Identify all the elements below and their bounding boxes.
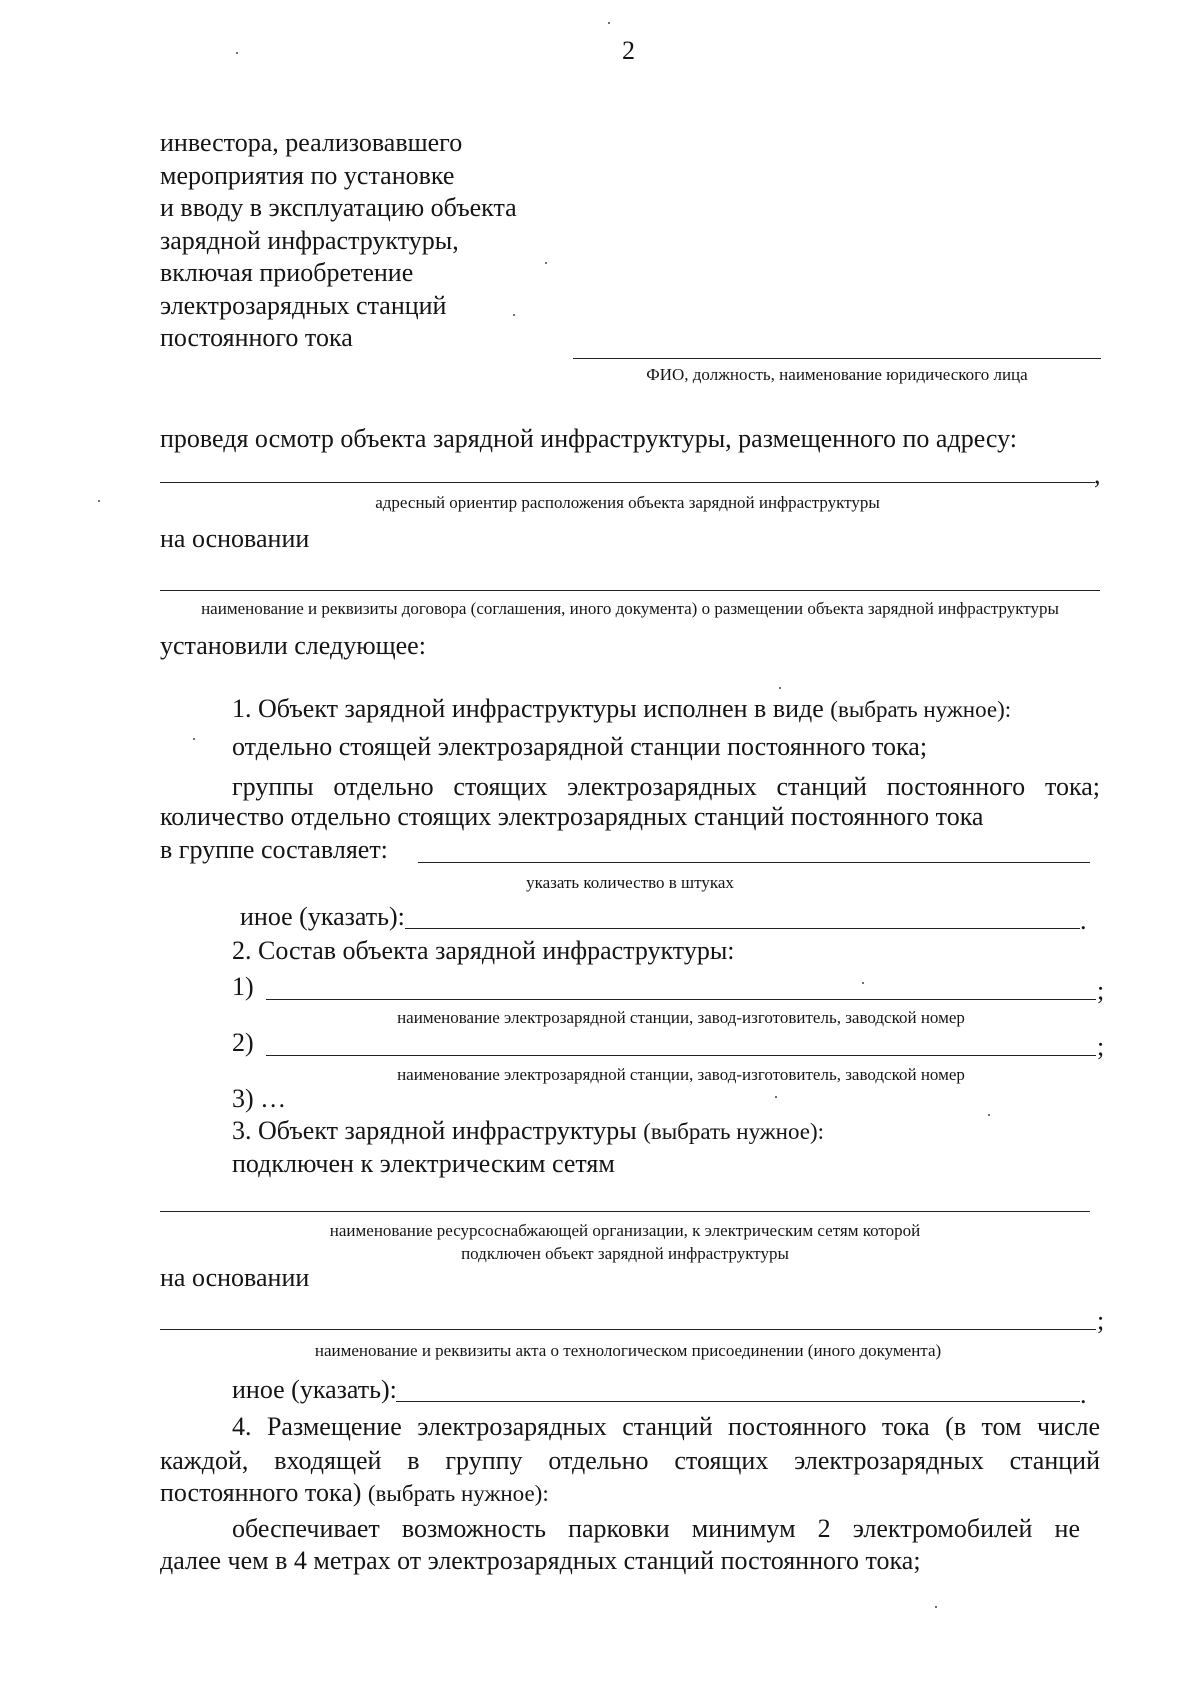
scan-speck bbox=[775, 1096, 777, 1098]
investor-line: инвестора, реализовавшего bbox=[160, 128, 463, 157]
investor-line: зарядной инфраструктуры, bbox=[160, 225, 459, 255]
scan-speck bbox=[513, 314, 515, 316]
item4-line5: далее чем в 4 метрах от электрозарядных станций постоянного тока; bbox=[160, 1546, 921, 1575]
item3-heading-note: (выбрать нужное): bbox=[643, 1119, 825, 1144]
item4-line4: обеспечивает возможность парковки минимум 2 электромобилей не bbox=[232, 1514, 1080, 1543]
act-line bbox=[160, 1329, 1096, 1330]
item2-row2-end: ; bbox=[1097, 1032, 1105, 1061]
item1-heading bbox=[232, 696, 1011, 722]
quantity-caption: указать количество в штуках bbox=[526, 873, 734, 892]
item3-heading-text: 3. Объект зарядной инфраструктуры bbox=[232, 1116, 637, 1145]
item3-heading bbox=[232, 1118, 824, 1144]
item1-option-group-line3: в группе составляет: bbox=[160, 835, 388, 864]
item3-other-label: иное (указать): bbox=[232, 1375, 397, 1404]
scan-speck bbox=[608, 22, 610, 24]
org-caption-line1: наименование ресурсоснабжающей организации, к электрическим сетям которой bbox=[329, 1221, 921, 1240]
item4-line3 bbox=[160, 1480, 549, 1506]
scan-speck bbox=[862, 982, 864, 984]
investor-line: мероприятия по установке bbox=[160, 160, 455, 190]
item1-other-label: иное (указать): bbox=[240, 902, 405, 931]
item1-option-group-line1: группы отдельно стоящих электрозарядных станций постоянного тока; bbox=[232, 772, 1100, 801]
investor-line: электрозарядных станций bbox=[160, 290, 447, 320]
address-end: , bbox=[1094, 460, 1101, 489]
fio-caption: ФИО, должность, наименование юридического лица bbox=[646, 365, 1028, 384]
item3-connected: подключен к электрическим сетям bbox=[232, 1149, 615, 1178]
item2-heading: 2. Состав объекта зарядной инфраструктуры: bbox=[232, 936, 735, 965]
address-caption: адресный ориентир расположения объекта зарядной инфраструктуры bbox=[375, 493, 880, 512]
item2-row1-end: ; bbox=[1097, 976, 1105, 1005]
item1-option-single: отдельно стоящей электрозарядной станции постоянного тока; bbox=[232, 732, 928, 761]
item4-line3-note: (выбрать нужное): bbox=[367, 1481, 549, 1506]
page-number: 2 bbox=[622, 36, 635, 65]
address-line bbox=[160, 482, 1095, 483]
scan-speck bbox=[236, 52, 238, 54]
fio-signature-line bbox=[573, 358, 1101, 359]
item2-row1-caption: наименование электрозарядной станции, завод-изготовитель, заводской номер bbox=[397, 1008, 965, 1027]
scan-speck bbox=[988, 1114, 990, 1116]
scan-speck bbox=[193, 738, 195, 740]
org-line bbox=[160, 1211, 1090, 1212]
scan-speck bbox=[98, 500, 100, 502]
contract-caption: наименование и реквизиты договора (соглашения, иного документа) о размещении объекта зарядной инфраструктуры bbox=[201, 599, 1059, 618]
item2-row2-label: 2) bbox=[232, 1028, 254, 1057]
item1-option-group-line2: количество отдельно стоящих электрозарядных станций постоянного тока bbox=[160, 802, 984, 831]
act-end: ; bbox=[1097, 1306, 1105, 1335]
item2-row2-caption: наименование электрозарядной станции, завод-изготовитель, заводской номер bbox=[397, 1065, 965, 1084]
scan-speck bbox=[779, 687, 781, 689]
basis-label: на основании bbox=[160, 524, 310, 553]
item2-row1-line bbox=[266, 999, 1096, 1000]
item3-other-end: . bbox=[1080, 1380, 1087, 1409]
investor-line: и вводу в эксплуатацию объекта bbox=[160, 193, 517, 222]
inspection-text: проведя осмотр объекта зарядной инфраструктуры, размещенного по адресу: bbox=[160, 424, 1017, 453]
org-caption-line2: подключен объект зарядной инфраструктуры bbox=[461, 1244, 789, 1263]
established-text: установили следующее: bbox=[160, 631, 426, 660]
scan-speck bbox=[935, 1606, 937, 1608]
item1-heading-note: (выбрать нужное): bbox=[830, 697, 1012, 722]
scan-speck bbox=[545, 262, 547, 264]
item4-line1: 4. Размещение электрозарядных станций постоянного тока (в том числе bbox=[232, 1412, 1100, 1441]
item2-row1-label: 1) bbox=[232, 972, 254, 1001]
act-caption: наименование и реквизиты акта о технологическом присоединении (иного документа) bbox=[314, 1341, 942, 1360]
item4-line3-text: постоянного тока) bbox=[160, 1478, 362, 1507]
item1-other-end: . bbox=[1080, 906, 1087, 935]
investor-line: включая приобретение bbox=[160, 258, 414, 287]
item2-row2-line bbox=[266, 1055, 1096, 1056]
item3-other-line bbox=[396, 1401, 1080, 1402]
item4-line2: каждой, входящей в группу отдельно стоящих электрозарядных станций bbox=[160, 1446, 1100, 1475]
quantity-line bbox=[418, 862, 1090, 863]
contract-line bbox=[160, 590, 1100, 591]
item3-basis-label: на основании bbox=[160, 1263, 310, 1292]
item2-row3-label: 3) … bbox=[232, 1084, 287, 1113]
item1-heading-text: 1. Объект зарядной инфраструктуры исполнен в виде bbox=[232, 694, 824, 723]
investor-line: постоянного тока bbox=[160, 323, 353, 352]
item1-other-line bbox=[405, 928, 1080, 929]
